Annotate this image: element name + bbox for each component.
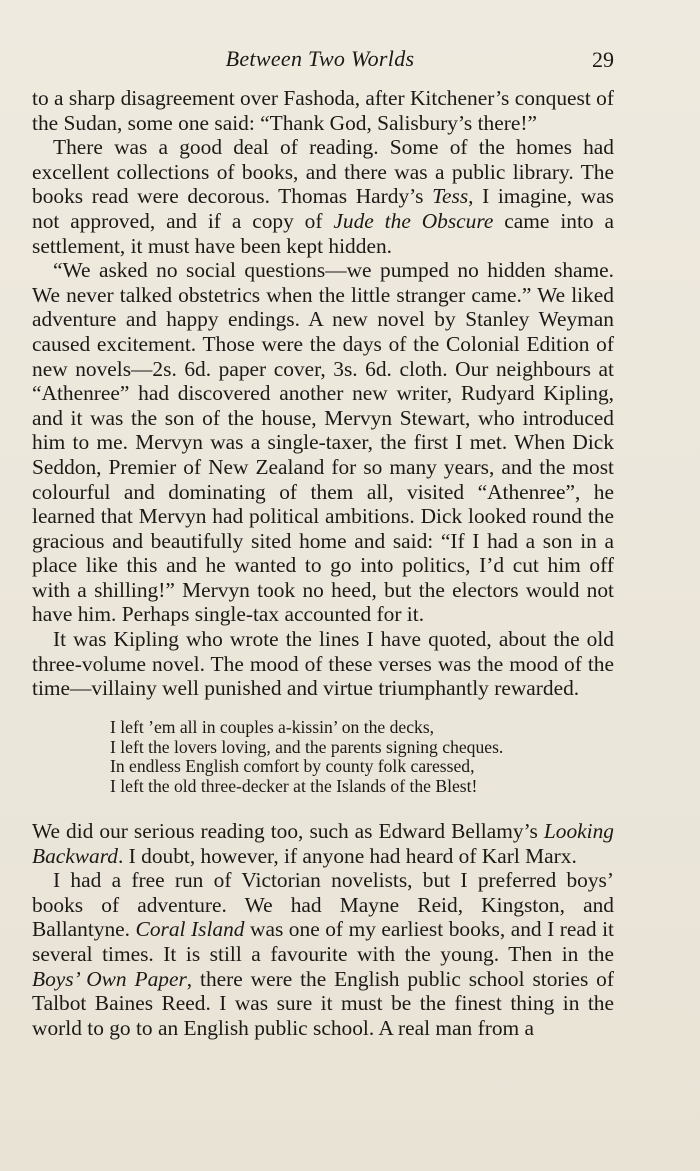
text-run: , I imagine, was not approved, and if a copy of xyxy=(32,184,615,233)
paragraph xyxy=(32,86,614,135)
text-run: to a sharp disagreement over Fashoda, after Kitchener’s conquest of the Sudan, some one said: “Thank God, Salisbury’s there!” xyxy=(32,86,614,135)
italic-title: Boys’ Own Paper xyxy=(32,966,187,991)
text-run: There was a good deal of reading. Some of the homes had excellent collections of books, and there was a public library. The books read were decorous. Thomas Hardy’s xyxy=(32,135,614,209)
text-run: I had a free run of Victorian novelists, but I preferred boys’ books of adventure. We had Mayne Reid, Kingston, and Ballantyne. xyxy=(32,868,614,942)
verse-line: I left the old three-decker at the Islands of the Blest! xyxy=(110,776,478,797)
italic-title: Looking Backward xyxy=(32,819,614,868)
verse-line: I left the lovers loving, and the parents signing cheques. xyxy=(110,736,504,757)
text-run: It was Kipling who wrote the lines I have quoted, about the old three-volume novel. The mood of these verses was the mood of the time—villainy well punished and virtue triumphantly rewarded. xyxy=(32,627,614,701)
italic-title: Coral Island xyxy=(135,917,245,942)
paragraphs-before-verse xyxy=(32,86,614,701)
running-title: Between Two Worlds xyxy=(225,46,415,71)
body-text xyxy=(32,86,614,1040)
text-run: was one of my earliest books, and I read it several times. It is still a favourite with the young. Then in the xyxy=(32,917,614,966)
text-run: . I doubt, however, if anyone had heard of Karl Marx. xyxy=(117,843,577,868)
paragraph xyxy=(32,627,614,701)
text-run: We did our serious reading too, such as Edward Bellamy’s xyxy=(32,819,544,844)
paragraph xyxy=(32,819,614,868)
text-run: , there were the English public school stories of Talbot Baines Reed. I was sure it must be the finest thing in the world to go to an English public school. A real man from a xyxy=(32,966,614,1040)
paragraphs-after-verse xyxy=(32,819,614,1040)
verse-quotation xyxy=(110,718,614,797)
paragraph xyxy=(32,135,614,258)
page-number: 29 xyxy=(592,47,614,72)
verse-line: I left ’em all in couples a-kissin’ on the decks, xyxy=(110,716,435,737)
italic-title: Jude the Obscure xyxy=(333,208,494,233)
page-header xyxy=(0,46,700,78)
paragraph xyxy=(32,868,614,1040)
paragraph xyxy=(32,258,614,627)
verse-line: In endless English comfort by county folk caressed, xyxy=(110,756,475,777)
text-run: “We asked no social questions—we pumped no hidden shame. We never talked obstetrics when the little stranger came.” We liked adventure and happy endings. A new novel by Stanley Weyman caused excitement. Those were the days of the Colonial Edition of new novels—2s. 6d. paper cover, 3s. 6d. cloth. Our neighbours at “Athenree” had discovered another new writer, Rudyard Kipling, and it was the son of the house, Mervyn Stewart, who introduced him to me. Mervyn was a single-taxer, the first I met. When Dick Seddon, Premier of New Zealand for so many years, and the most colourful and dominating of them all, visited “Athenree”, he learned that Mervyn had political ambitions. Dick looked round the gracious and beautifully sited home and said: “If I had a son in a place like this and he wanted to go into politics, I’d cut him off with a shilling!” Mervyn took no heed, but the electors would not have him. Perhaps single-tax accounted for it. xyxy=(32,258,614,627)
italic-title: Tess xyxy=(432,184,469,209)
text-run: came into a settlement, it must have been kept hidden. xyxy=(32,208,614,258)
